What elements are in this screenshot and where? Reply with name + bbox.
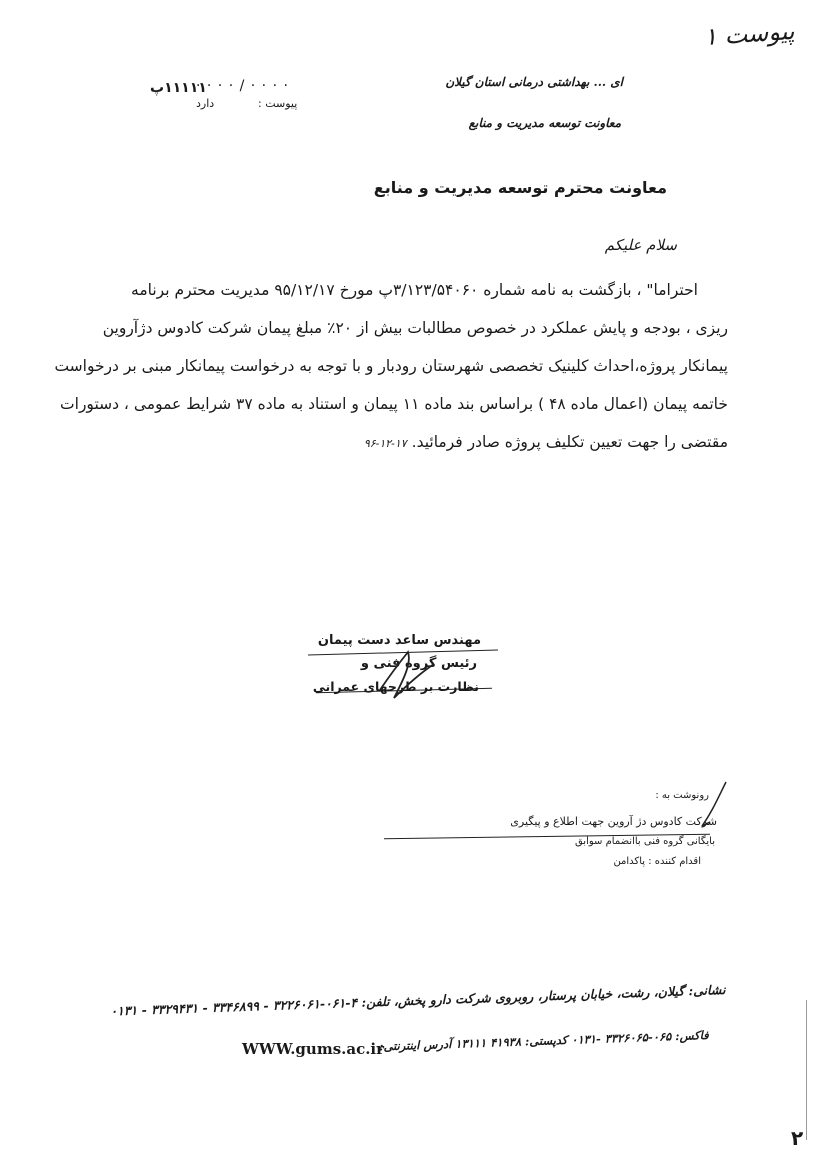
body-line: پیمانکار پروژه،احداث کلینیک تخصصی شهرستان رودبار و با توجه به درخواست پیمانکار مبنی بر درخواست (54, 357, 728, 375)
cc-arrow (696, 778, 736, 838)
signer-title-line2: نظارت بر طرحهای عمرانی (312, 679, 479, 694)
cc-line-archive: بایگانی گروه فنی باانضمام سوابق (574, 836, 715, 847)
reference-number: ۱۱۱۱۱پ (150, 80, 207, 96)
page-number: ۲ (791, 1126, 804, 1150)
attachment-value: دارد (196, 97, 215, 110)
footer-website[interactable]: WWW.gums.ac.ir (242, 1040, 385, 1058)
footer-address: نشانی: گیلان، رشت، خیابان پرستار، روبروی شرکت دارو پخش، تلفن: ۴-۰۶۱-۳۲۲۶۰۶۱ - ۳۳۴۶۸۹۹ - ۳۳۲۹۴۳۱ - ۰۱۳۱ (109, 982, 726, 1019)
signature-scribble (372, 642, 442, 702)
organization-line: ای ... بهداشتی درمانی استان گیلان (445, 75, 623, 89)
body-last-sentence: مقتضی را جهت تعیین تکلیف پروژه صادر فرمائید. (411, 433, 728, 451)
corner-attachment-mark: پیوست ۱ (703, 16, 796, 52)
signature-stroke (380, 652, 434, 698)
signer-name: مهندس ساعد دست پیمان (317, 633, 481, 648)
body-line (88, 423, 728, 461)
cc-line-action: اقدام کننده : پاکدامن (613, 856, 701, 867)
signer-title-line1: رئیس گروه فنی و (360, 656, 477, 671)
body-line: ریزی ، بودجه و پایش عملکرد در خصوص مطالبات بیش از ۲۰٪ مبلغ پیمان شرکت کادوس دژآروین (102, 319, 728, 337)
department-line: معاونت توسعه مدیریت و منابع (468, 116, 621, 130)
attachment-label: پیوست : (258, 97, 298, 110)
recipient-title: معاونت محترم توسعه مدیریت و منابع (373, 178, 667, 197)
scan-edge-line (806, 1000, 807, 1140)
body-line: خاتمه پیمان (اعمال ماده ۴۸ ) براساس بند ماده ۱۱ پیمان و استناد به ماده ۳۷ شرایط عمومی ، دستورات (60, 395, 728, 413)
cc-line-company: شرکت کادوس دژ آروین جهت اطلاع و پیگیری (510, 815, 717, 828)
body-line: احتراما" ، بازگشت به نامه شماره ۳/۱۲۳/۵۴۰۶۰پ مورخ ۹۵/۱۲/۱۷ مدیریت محترم برنامه (131, 281, 698, 299)
handwritten-date: ۹۶-۱۲-۱۷ (363, 437, 407, 450)
greeting: سلام علیکم (604, 236, 677, 254)
cc-heading: رونوشت به : (655, 790, 709, 801)
letter-body (54, 271, 728, 461)
footer-contact: فاکس: ۰۶۵-۳۳۲۶۰۶۵ -۰۱۳۱ کدپستی: ۴۱۹۳۸ ۱۳۱۱۱ آدرس اینترنتی: (379, 1028, 710, 1054)
reference-number-dots: · · · · / · · · · (196, 78, 289, 94)
